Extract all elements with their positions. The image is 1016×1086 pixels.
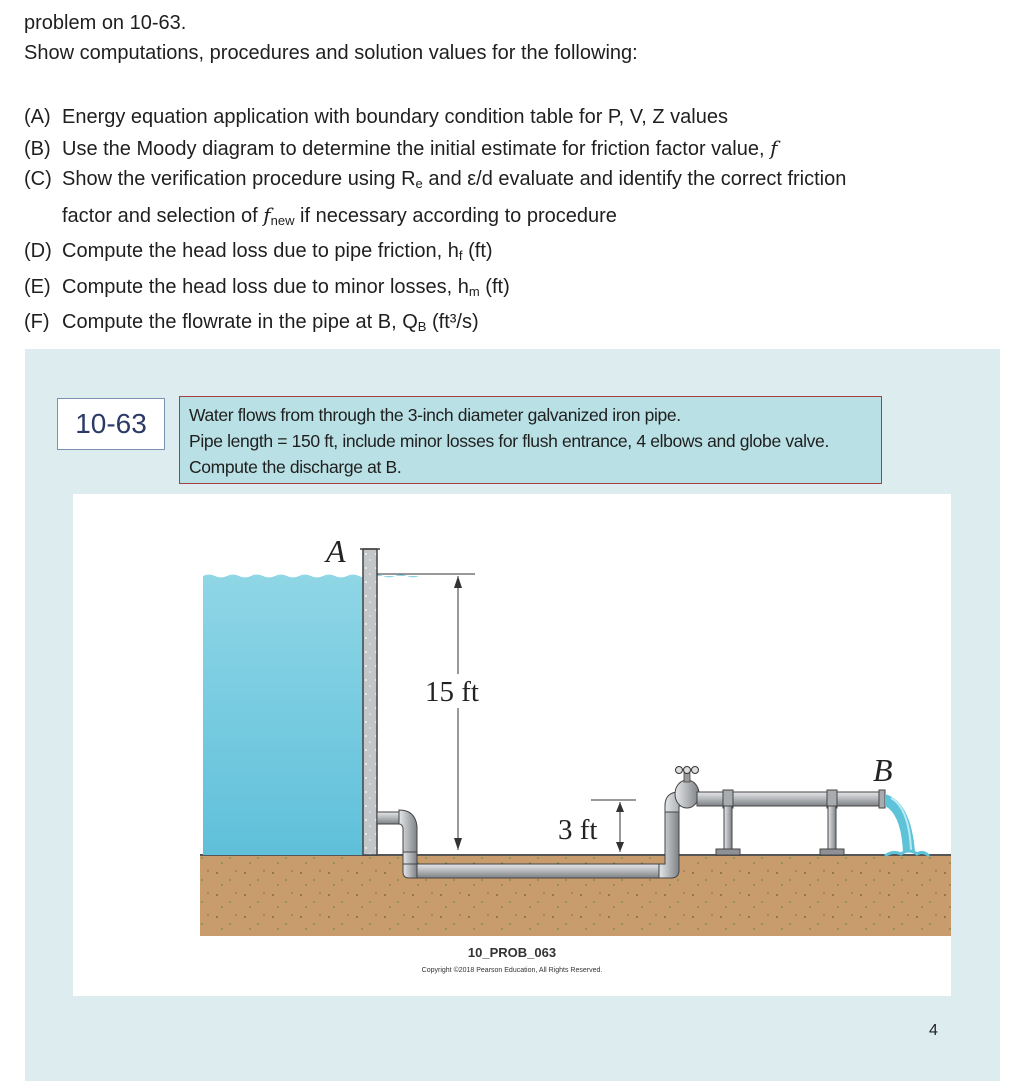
task-item-f: (F) Compute the flowrate in the pipe at B, $Q_B$ (ft³/s)	[24, 311, 479, 334]
page-number: 4	[929, 1022, 938, 1039]
dim-15-arrow-bottom	[454, 838, 462, 850]
pipe-figure	[73, 494, 951, 996]
dim-15-arrow-top	[454, 576, 462, 588]
problem-statement	[179, 396, 882, 484]
problem-line-1: Water flows from through the 3-inch diameter galvanized iron pipe.	[189, 405, 681, 425]
task-list	[24, 102, 846, 343]
pipe-stub	[377, 812, 399, 824]
label-a: A	[326, 533, 346, 569]
dim-3-label: 3 ft	[558, 814, 598, 846]
elbow-1	[399, 810, 417, 854]
problem-line-2: Pipe length = 150 ft, include minor losses for flush entrance, 4 elbows and globe valve.	[189, 431, 829, 451]
intro-line-1: problem on 10-63.	[24, 12, 187, 34]
task-item-b: (B) Use the Moody diagram to determine the initial estimate for friction factor value, f	[24, 135, 778, 160]
buried-pipe	[409, 864, 659, 878]
dim-3-arrow-bottom	[616, 842, 624, 852]
figure-id: 10_PROB_063	[467, 945, 557, 960]
elbow-3	[659, 804, 679, 878]
dim-3-arrow-top	[616, 802, 624, 812]
globe-valve	[675, 780, 699, 808]
intro-line-2: Show computations, procedures and solution values for the following:	[24, 42, 638, 64]
task-item-c-continued: factor and selection of $f_{new}$ if necessary according to procedure	[62, 202, 617, 228]
pipe-support-1	[724, 806, 732, 852]
elbow-2	[403, 864, 417, 878]
reservoir-pipe-diagram	[73, 494, 951, 996]
problem-line-3: Compute the discharge at B.	[189, 457, 402, 477]
task-item-a: (A) Energy equation application with boundary condition table for P, V, Z values	[24, 106, 728, 128]
figure-copyright: Copyright ©2018 Pearson Education, All Rights Reserved.	[421, 967, 603, 974]
intro-text	[24, 8, 638, 68]
task-item-c: (C) Show the verification procedure using $R_e$ and ε/d evaluate and identify the correct friction	[24, 168, 847, 191]
valve-handle	[676, 767, 699, 774]
reservoir-wall	[363, 549, 377, 855]
friction-symbol: f	[770, 135, 778, 160]
task-item-d: (D) Compute the head loss due to pipe friction, $h_f$ (ft)	[24, 240, 493, 263]
dim-15-label: 15 ft	[425, 676, 479, 708]
task-item-e: (E) Compute the head loss due to minor losses, $h_m$ (ft)	[24, 275, 510, 299]
label-b: B	[873, 752, 893, 788]
pipe-support-2	[828, 806, 836, 852]
problem-number: 10-63	[57, 398, 165, 450]
